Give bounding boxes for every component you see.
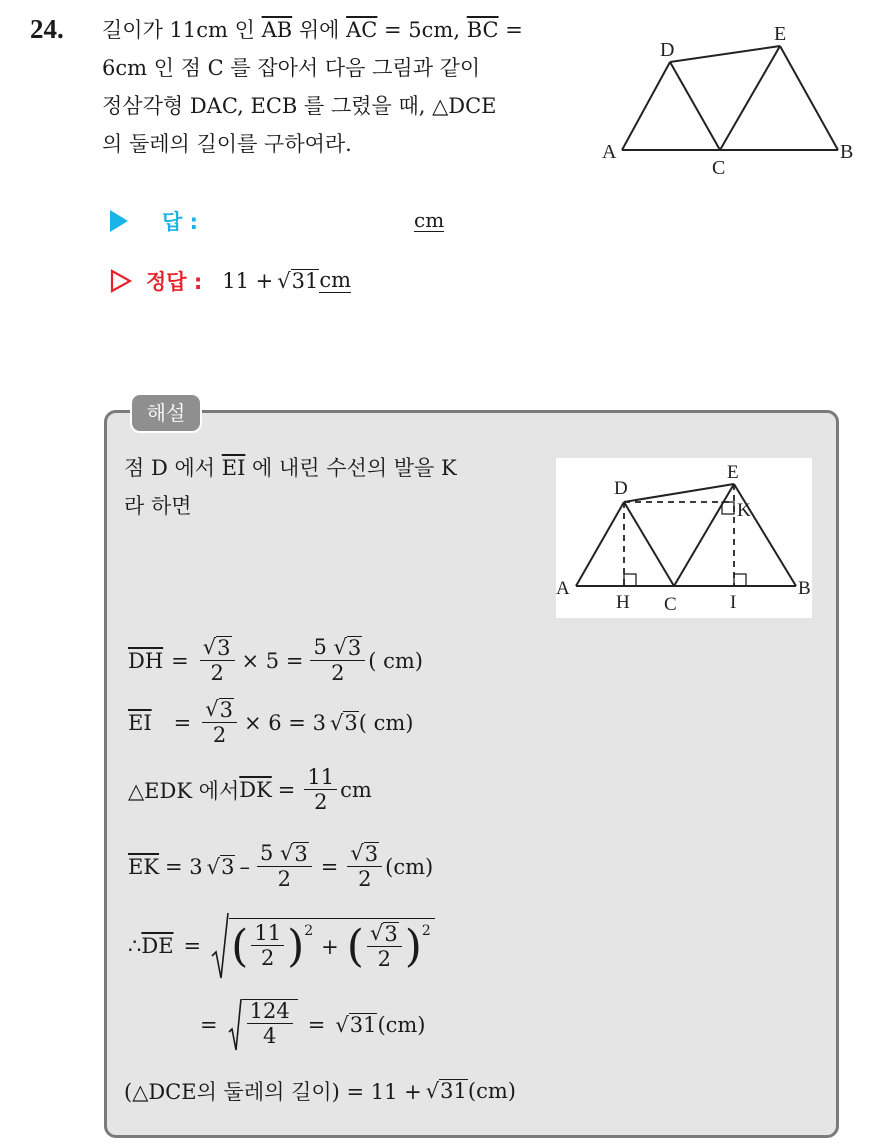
correct-answer-prefix: 11 + bbox=[222, 269, 274, 293]
correct-answer-sqrt: √ 31 bbox=[277, 268, 319, 293]
question-number: 24. bbox=[30, 14, 64, 44]
fig2-label-a: A bbox=[556, 578, 570, 599]
equation-dh: $\overline{DH}$ = √ 3 2 × 5 = 5 √ 3 2 ( cm) bbox=[128, 635, 424, 686]
label-e: E bbox=[774, 23, 787, 45]
fig2-label-k: K bbox=[737, 500, 751, 521]
equation-ei: $\overline{EI}$ = √ 3 2 × 6 = 3 √ 3 ( cm) bbox=[128, 697, 414, 748]
play-arrow-icon bbox=[110, 210, 128, 232]
correct-answer-unit: cm bbox=[319, 268, 352, 293]
answer-unit: cm bbox=[414, 208, 445, 232]
fig2-label-e: E bbox=[727, 462, 739, 483]
fig2-label-c: C bbox=[664, 594, 677, 615]
fig2-label-d: D bbox=[614, 478, 628, 499]
question-line-1: 길이가 11cm 인 $\overline{AB}$ 위에 $\overline{AC} = 5cm$, $\overline{BC}$ = bbox=[102, 18, 523, 42]
big-radical-sign bbox=[211, 912, 229, 980]
question-line-4: 의 둘레의 길이를 구하여라. bbox=[102, 132, 352, 156]
question-line-2: 6cm 인 점 C 를 잡아서 다음 그림과 같이 bbox=[102, 56, 481, 80]
question-line-3: 정삼각형 DAC, ECB 를 그렸을 때, △DCE bbox=[102, 94, 497, 118]
equation-ek: $\overline{EK}$ = 3 √ 3 – 5 √ 3 2 = √ 3 2 (cm) bbox=[128, 841, 434, 892]
fig2-label-b: B bbox=[798, 578, 811, 599]
solution-intro-line-1: 점 D 에서 $\overline{EI}$ 에 내린 수선의 발을 K bbox=[124, 456, 457, 480]
answer-row bbox=[110, 206, 444, 236]
outline-arrow-icon bbox=[110, 269, 132, 293]
equation-perimeter: (△DCE의 둘레의 길이) = 11 + √ 31 (cm) bbox=[124, 1078, 516, 1104]
solution-tag: 해설 bbox=[130, 393, 202, 433]
correct-answer-label: 정답 : bbox=[146, 270, 203, 294]
fig2-label-i: I bbox=[730, 592, 737, 613]
label-c: C bbox=[712, 157, 726, 179]
label-b: B bbox=[840, 141, 854, 163]
answer-label: 답 : bbox=[162, 210, 198, 234]
equation-de: ∴ $\overline{DE}$ = ( $\frac{11}{2}$ ) 2 + ( √ 3 2 ) 2 bbox=[128, 912, 435, 980]
fig2-label-h: H bbox=[616, 592, 630, 613]
triangle-figure bbox=[600, 18, 870, 183]
equation-de-result: = $\frac{124}{4}$ = √ 31 (cm) bbox=[200, 998, 426, 1052]
label-d: D bbox=[660, 39, 675, 61]
label-a: A bbox=[602, 141, 617, 163]
solution-intro-line-2: 라 하면 bbox=[124, 494, 192, 518]
equation-dk: △EDK 에서 $\overline{DK}$ = $\frac{11}{2}$ cm bbox=[128, 765, 372, 815]
correct-answer-row bbox=[110, 266, 351, 296]
solution-figure bbox=[556, 458, 812, 618]
big-radical-arg: ( $\frac{11}{2}$ ) 2 + ( √ 3 2 ) 2 bbox=[229, 918, 435, 972]
radical-sign bbox=[228, 998, 242, 1052]
